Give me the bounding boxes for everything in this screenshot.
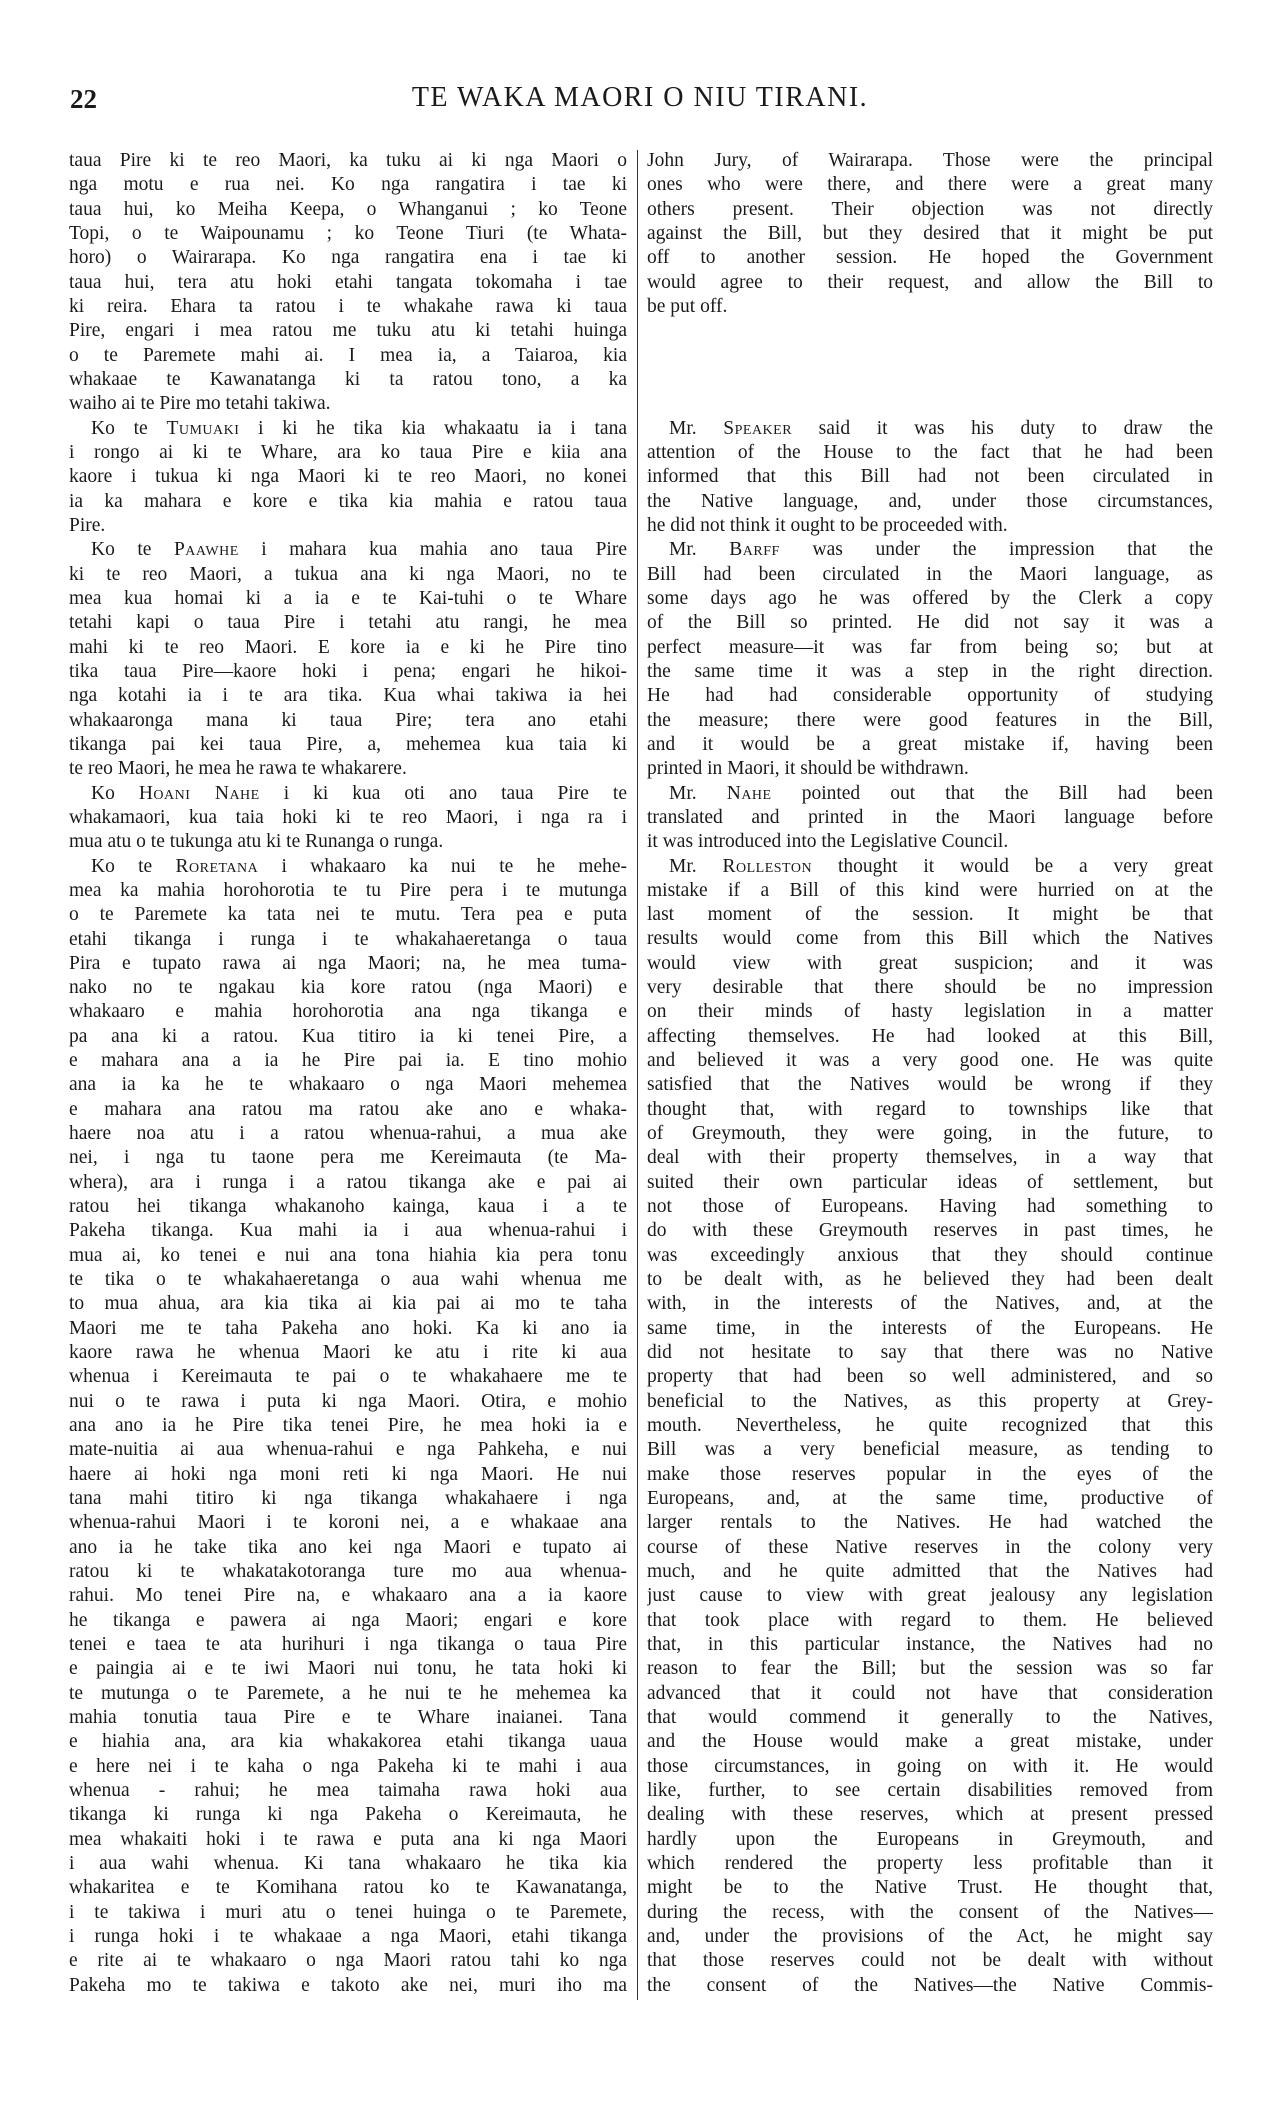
text-line — [647, 782, 1213, 806]
text-line: whenua i Kereimauta te pai o te whakahaere me te — [69, 1366, 627, 1388]
text-line: e paingia ai e te iwi Maori nui tonu, he tata hoki ki — [69, 1658, 627, 1680]
text-line: the consent of the Natives—the Native Commis- — [647, 1974, 1213, 1996]
text-line: e mahara ana a ia he Pire pai ia. E tino mohio — [69, 1050, 627, 1072]
text-line: whera), ara i runga i a ratou tikanga ake e pai ai — [69, 1171, 627, 1193]
speaker-name: Hoani Nahe — [138, 782, 260, 804]
text-line: Pire, engari i mea ratou me tuku atu ki tetahi huinga — [69, 320, 627, 342]
text-line: to mua ahua, ara kia tika ai kia pai ai mo te taha — [69, 1293, 627, 1315]
paragraph — [69, 855, 627, 1998]
text-line: o te Paremete ka tata nei te mutu. Tera pea e puta — [69, 904, 627, 926]
text-line: kaore rawa he whenua Maori ke atu i rite ki aua — [69, 1342, 627, 1364]
text-line: te reo Maori, he mea he rawa te whakarere. — [69, 758, 407, 780]
text-line: waiho ai te Pire mo tetahi takiwa. — [69, 393, 331, 415]
speaker-name: Rolleston — [722, 855, 813, 877]
text-line: whakaaro e mahia horohorotia ana nga tikanga e — [69, 1001, 627, 1023]
speaker-name: Speaker — [723, 417, 793, 439]
text-line: e rite ai te whakaaro o nga Maori ratou tahi ko nga — [69, 1950, 627, 1972]
speaker-prefix: Mr. — [669, 782, 727, 804]
paragraph — [647, 782, 1213, 855]
text-line: advanced that it could not have that consideration — [647, 1682, 1213, 1704]
text-line: whakaaronga mana ki taua Pire; tera ano etahi — [69, 709, 627, 731]
text-line: might be to the Native Trust. He thought that, — [647, 1877, 1213, 1899]
text-line: with, in the interests of the Natives, and, at the — [647, 1293, 1213, 1315]
paragraph — [647, 417, 1213, 539]
speaker-prefix: Mr. — [669, 539, 730, 561]
text-line: property that had been so well administered, and so — [647, 1366, 1213, 1388]
text-line: mea kua homai ki a ia e te Kai-tuhi o te Whare — [69, 587, 627, 609]
text-line: hardly upon the Europeans in Greymouth, and — [647, 1828, 1213, 1850]
text-line: Topi, o te Waipounamu ; ko Teone Tiuri (te Whata- — [69, 222, 627, 244]
text-line: ones who were there, and there were a great many — [647, 174, 1213, 196]
text-line: would view with great suspicion; and it was — [647, 952, 1213, 974]
text-line: haere noa atu i a ratou whenua-rahui, a mua ake — [69, 1123, 627, 1145]
text-line: those circumstances, in going on with it. He would — [647, 1755, 1213, 1777]
speaker-prefix: Ko te — [91, 417, 167, 439]
text-line: satisfied that the Natives would be wrong if they — [647, 1074, 1213, 1096]
text-line: kaore i tukua ki nga Maori ki te reo Maori, no konei — [69, 466, 627, 488]
speaker-name: Paawhe — [173, 539, 239, 561]
text-line: te mutunga o te Paremete, a he nui te he mehemea ka — [69, 1682, 627, 1704]
text-line: translated and printed in the Maori language before — [647, 806, 1213, 828]
text-line: mua atu o te tukunga atu ki te Runanga o runga. — [69, 831, 444, 853]
speaker-name: Barff — [729, 539, 780, 561]
text-line: mahi ki te reo Maori. E kore ia e ki he Pire tino — [69, 636, 627, 658]
text-line: against the Bill, but they desired that it might be put — [647, 222, 1213, 244]
text-line: attention of the House to the fact that he had been — [647, 441, 1213, 463]
text-line: perfect measure—it was far from being so; but at — [647, 636, 1213, 658]
text-line: thought that, with regard to townships like that — [647, 1098, 1213, 1120]
line-text: i whakaaro ka nui te he mehe- — [258, 855, 627, 877]
text-line: off to another session. He hoped the Government — [647, 247, 1213, 269]
paragraph — [69, 417, 627, 539]
text-line: o te Paremete mahi ai. I mea ia, a Taiaroa, kia — [69, 344, 627, 366]
running-title: TE WAKA MAORI O NIU TIRANI. — [411, 82, 869, 113]
text-line: the measure; there were good features in the Bill, — [647, 709, 1213, 731]
text-line: i aua wahi whenua. Ki tana whakaaro he tika kia — [69, 1852, 627, 1874]
line-text: pointed out that the Bill had been — [771, 782, 1213, 804]
text-line: that took place with regard to them. He believed — [647, 1609, 1213, 1631]
text-line — [647, 538, 1213, 562]
text-line: it was introduced into the Legislative Council. — [647, 831, 1009, 853]
text-line: that would commend it generally to the Natives, — [647, 1706, 1213, 1728]
text-line: and believed it was a very good one. He was quite — [647, 1050, 1213, 1072]
text-line: taua Pire ki te reo Maori, ka tuku ai ki nga Maori o — [69, 150, 627, 171]
right-column — [647, 149, 1213, 1998]
speaker-prefix: Ko te — [91, 855, 176, 877]
text-line: tetahi kapi o taua Pire i tetahi atu rangi, he mea — [69, 612, 627, 634]
text-line: nei, i nga tu taone pera me Kereimauta (te Ma- — [69, 1147, 627, 1169]
text-line: during the recess, with the consent of the Natives— — [647, 1901, 1213, 1923]
text-line: suited their own particular ideas of settlement, but — [647, 1171, 1213, 1193]
text-line: would agree to their request, and allow the Bill to — [647, 271, 1213, 293]
text-line: and it would be a great mistake if, having been — [647, 733, 1213, 755]
text-line: the same time it was a step in the right direction. — [647, 660, 1213, 682]
text-line: rahui. Mo tenei Pire na, e whakaaro ana a ia kaore — [69, 1585, 627, 1607]
text-line: reason to fear the Bill; but the session was so far — [647, 1658, 1213, 1680]
text-line: mahia tonutia taua Pire e te Whare inaianei. Tana — [69, 1707, 627, 1728]
text-line: horo) o Wairarapa. Ko nga rangatira ena i tae ki — [69, 247, 627, 269]
text-line: tenei e taea te ata hurihuri i nga tikanga o taua Pire — [69, 1634, 627, 1656]
text-line — [69, 538, 627, 562]
text-line: mate-nuitia ai aua whenua-rahui e nga Pahkeha, e nui — [69, 1439, 627, 1461]
text-line: same time, in the interests of the Europeans. He — [647, 1317, 1213, 1339]
text-line: make those reserves popular in the eyes of the — [647, 1463, 1213, 1485]
text-line: tika taua Pire—kaore hoki i pena; engari he hikoi- — [69, 660, 627, 682]
text-line: very desirable that there should be no impression — [647, 977, 1213, 999]
line-text: thought it would be a very great — [812, 855, 1213, 877]
text-line: Bill was a very beneficial measure, as tending to — [647, 1439, 1213, 1461]
text-line: he tikanga e pawera ai nga Maori; engari e kore — [69, 1609, 627, 1631]
text-line: much, and he quite admitted that the Natives had — [647, 1561, 1213, 1583]
text-line: that, in this particular instance, the Natives had no — [647, 1634, 1213, 1655]
text-line: nako no te ngakau kia kore ratou (nga Maori) e — [69, 977, 627, 999]
text-line: the Native language, and, under those circumstances, — [647, 490, 1213, 512]
text-line: beneficial to the Natives, as this property at Grey- — [647, 1390, 1213, 1412]
text-line: mua ai, ko tenei e nui ana tona hiahia kia pera tonu — [69, 1244, 627, 1266]
text-line: affecting themselves. He had looked at this Bill, — [647, 1025, 1213, 1047]
text-line: ana ano ia he Pire tika tenei Pire, he mea hoki ia e — [69, 1415, 627, 1437]
section-gap — [647, 319, 1213, 416]
paragraph — [647, 149, 1213, 319]
speaker-prefix: Ko — [91, 782, 139, 804]
line-text: i mahara kua mahia ano taua Pire — [238, 539, 627, 561]
text-line: taua hui, ko Meiha Keepa, o Whanganui ; ko Teone — [69, 198, 627, 220]
line-text: said it was his duty to draw the — [792, 417, 1213, 439]
text-line — [69, 782, 627, 806]
paragraph — [647, 855, 1213, 1998]
text-line: ratou hei tikanga whakanoho kainga, kaua i a te — [69, 1196, 627, 1218]
text-line: nga kotahi ia i te ara tika. Kua whai takiwa ia hei — [69, 685, 627, 707]
page-number: 22 — [70, 84, 97, 114]
text-line: and, under the provisions of the Act, he might say — [647, 1925, 1213, 1947]
text-line: printed in Maori, it should be withdrawn. — [647, 758, 969, 780]
text-line: others present. Their objection was not directly — [647, 198, 1213, 220]
left-column — [69, 149, 627, 1998]
text-line: did not hesitate to say that there was no Native — [647, 1342, 1213, 1364]
text-line: of the Bill so printed. He did not say it was a — [647, 612, 1213, 634]
speaker-prefix: Mr. — [669, 417, 724, 439]
text-line: e mahara ana ratou ma ratou ake ano e whaka- — [69, 1098, 627, 1120]
paragraph — [647, 538, 1213, 781]
text-line: nui o te rawa i puta ki nga Maori. Otira, e mohio — [69, 1390, 627, 1412]
text-line: he did not think it ought to be proceeded with. — [647, 514, 1008, 536]
text-line: which rendered the property less profitable than it — [647, 1852, 1213, 1874]
text-line: was exceedingly anxious that they should continue — [647, 1244, 1213, 1266]
text-line: some days ago he was offered by the Clerk a copy — [647, 587, 1213, 609]
text-line: results would come from this Bill which the Natives — [647, 928, 1213, 950]
text-line: do with these Greymouth reserves in past times, he — [647, 1220, 1213, 1242]
text-line: whakaae te Kawanatanga ki ta ratou tono, a ka — [69, 368, 627, 390]
text-line: John Jury, of Wairarapa. Those were the principal — [647, 150, 1213, 171]
text-line: whakaritea e te Komihana ratou ko te Kawanatanga, — [69, 1877, 627, 1899]
text-line — [647, 417, 1213, 441]
speaker-prefix: Ko te — [91, 539, 174, 561]
line-text: i ki he tika kia whakaatu ia i tana — [239, 417, 627, 439]
paragraph — [69, 538, 627, 781]
text-line: whakamaori, kua taia hoki ki te reo Maori, i nga ra i — [69, 806, 627, 828]
text-line: mea ka mahia horohorotia te tu Pire pera i te mutunga — [69, 879, 627, 901]
text-line: like, further, to see certain disabilities removed from — [647, 1779, 1213, 1801]
text-line: not those of Europeans. Having had something to — [647, 1196, 1213, 1218]
text-line: last moment of the session. It might be that — [647, 904, 1213, 926]
text-line: i runga hoki i te whakaae a nga Maori, etahi tikanga — [69, 1925, 627, 1947]
text-line: tikanga ki runga ki nga Pakeha o Kereimauta, he — [69, 1804, 627, 1826]
speaker-name: Roretana — [175, 855, 259, 877]
text-line: ano ia he take tika ano kei nga Maori e tupato ai — [69, 1536, 627, 1558]
text-line: nga motu e rua nei. Ko nga rangatira i tae ki — [69, 174, 627, 196]
text-line: e hiahia ana, ara kia whakakorea etahi tikanga uaua — [69, 1731, 627, 1753]
text-line: that those reserves could not be dealt with without — [647, 1950, 1213, 1972]
text-line: tana mahi titiro ki nga tikanga whakahaere i nga — [69, 1488, 627, 1510]
text-line — [69, 855, 627, 879]
text-line: Pakeha mo te takiwa e takoto ake nei, muri iho ma — [69, 1974, 627, 1996]
text-line: ki te reo Maori, a tukua ana ki nga Maori, no te — [69, 563, 627, 585]
text-line: Pira e tupato rawa ai nga Maori; na, he mea tuma- — [69, 952, 627, 974]
paragraph — [69, 149, 627, 417]
text-line: Pakeha tikanga. Kua mahi ia i aua whenua-rahui i — [69, 1220, 627, 1242]
text-line — [69, 417, 627, 441]
text-line: ana ia ka he te whakaaro o nga Maori mehemea — [69, 1074, 627, 1096]
text-line: i te takiwa i muri atu o tenei huinga o te Paremete, — [69, 1901, 627, 1923]
text-line: Pire. — [69, 514, 106, 536]
text-line: be put off. — [647, 295, 728, 317]
text-line: Europeans, and, at the same time, productive of — [647, 1488, 1213, 1510]
text-line: to be dealt with, as he believed they had been dealt — [647, 1269, 1213, 1291]
text-line: i rongo ai ki te Whare, ara ko taua Pire e kiia ana — [69, 441, 627, 463]
paragraph — [69, 782, 627, 855]
text-line: whenua - rahui; he mea taimaha rawa hoki aua — [69, 1779, 627, 1801]
text-line: of Greymouth, they were going, in the future, to — [647, 1123, 1213, 1145]
text-line: deal with their property themselves, in a way that — [647, 1147, 1213, 1169]
text-line: etahi tikanga i runga i te whakahaeretanga o taua — [69, 928, 627, 950]
text-line: informed that this Bill had not been circulated in — [647, 466, 1213, 488]
line-text: was under the impression that the — [779, 539, 1213, 561]
text-line: te tika o te whakahaeretanga o aua wahi whenua me — [69, 1269, 627, 1291]
text-line: mouth. Nevertheless, he quite recognized that this — [647, 1415, 1213, 1437]
speaker-prefix: Mr. — [669, 855, 723, 877]
text-line: mistake if a Bill of this kind were hurried on at the — [647, 879, 1213, 901]
text-line: He had had considerable opportunity of studying — [647, 685, 1213, 707]
text-line: taua hui, tera atu hoki etahi tangata tokomaha i tae — [69, 271, 627, 293]
text-line: Bill had been circulated in the Maori language, as — [647, 563, 1213, 585]
text-line: tikanga pai kei taua Pire, a, mehemea kua taia ki — [69, 733, 627, 755]
text-line: pa ana ki a ratou. Kua titiro ia ki tenei Pire, a — [69, 1025, 627, 1047]
text-line: mea whakaiti hoki i te rawa e puta ana ki nga Maori — [69, 1828, 627, 1850]
speaker-name: Nahe — [726, 782, 772, 804]
text-line: on their minds of hasty legislation in a matter — [647, 1001, 1213, 1023]
text-line: haere ai hoki nga moni reti ki nga Maori. He nui — [69, 1463, 627, 1485]
text-line: just cause to view with great jealousy any legislation — [647, 1585, 1213, 1607]
text-line: whenua-rahui Maori i te koroni nei, a e whakaae ana — [69, 1512, 627, 1534]
text-line: ratou ki te whakatakotoranga ture mo aua whenua- — [69, 1561, 627, 1583]
text-line: e here nei i te kaha o nga Pakeha ki te mahi i aua — [69, 1755, 627, 1777]
text-line: larger rentals to the Natives. He had watched the — [647, 1512, 1213, 1534]
column-divider — [637, 150, 638, 2000]
text-line: and the House would make a great mistake, under — [647, 1731, 1213, 1753]
text-line: Maori me te taha Pakeha ano hoki. Ka ki ano ia — [69, 1317, 627, 1339]
line-text: i ki kua oti ano taua Pire te — [259, 782, 627, 804]
text-line: ia ka mahara e kore e tika kia mahia e ratou taua — [69, 490, 627, 512]
text-line: dealing with these reserves, which at present pressed — [647, 1804, 1213, 1826]
text-line — [647, 855, 1213, 879]
text-line: course of these Native reserves in the colony very — [647, 1536, 1213, 1558]
text-line: ki reira. Ehara ta ratou i te whakahe rawa ki taua — [69, 295, 627, 317]
speaker-name: Tumuaki — [166, 417, 240, 439]
